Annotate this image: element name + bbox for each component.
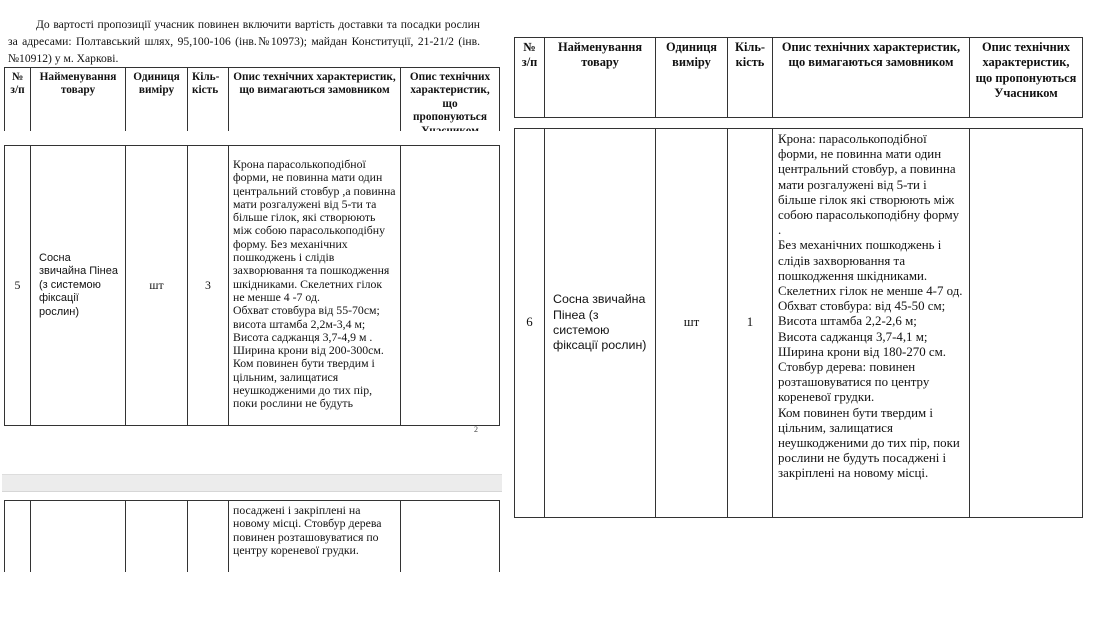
row-proposed [970, 129, 1083, 518]
row-qty: 3 [188, 146, 229, 426]
cont-name [31, 501, 126, 573]
cont-qty [188, 501, 229, 573]
row-num: 5 [5, 146, 31, 426]
header-num: № з/п [5, 68, 31, 141]
header-proposed: Опис технічних характеристик, що пропонуються [401, 68, 500, 141]
intro-text: До вартості пропозиції учасник повинен включити вартість доставки та посадки рослин за адресами: Полтавський шлях, 95,100-106 (інв.№10973); майдан Конституції, 21-21/2 (інв.№10912) у м. Харкові. [8, 18, 480, 65]
row-description [229, 146, 401, 426]
left-table-header [4, 67, 500, 141]
header-name: Найменування товару [31, 68, 126, 141]
row-description-text: Крона парасолькоподібної форми, не повинна мати один центральний стовбур ,а повинна мати розгалужені від 5-ти та більше гілок, які створюють між собою парасолькоподібну форму. Без механічних пошкоджень і слідів захворювання та пошкодження шкідниками. Скелетних гілок не менше 4 -7 од. Обхват стовбура від 55-70см; висота штамба 2,2м-3,4 м; Висота саджанця 3,7-4,9 м . Ширина крони від 200-300см. Ком повинен бути твердим і цільним, залищатися неушкодженими до тих пір, поки рослини не будуть [233, 157, 396, 411]
row-proposed [401, 146, 500, 426]
page-break-bar [2, 474, 502, 492]
left-table-continuation [4, 500, 500, 572]
header-num: № з/п [515, 38, 545, 118]
row-qty: 1 [728, 129, 773, 518]
cont-proposed [401, 501, 500, 573]
page-number: 2 [474, 425, 478, 434]
intro-paragraph [8, 16, 480, 67]
header-unit: Одиниця виміру [126, 68, 188, 141]
header-qty: Кіль-кість [728, 38, 773, 118]
row-description [773, 129, 970, 518]
row-unit: шт [656, 129, 728, 518]
header-unit: Одиниця виміру [656, 38, 728, 118]
header-required: Опис технічних характеристик, що вимагаються замовником [229, 68, 401, 141]
left-table-row [4, 145, 500, 426]
header-proposed: Опис технічних характеристик, що пропонуються Учасником [970, 38, 1083, 118]
right-table-row [514, 128, 1083, 518]
header-qty: Кіль-кість [188, 68, 229, 141]
cont-num [5, 501, 31, 573]
cont-unit [126, 501, 188, 573]
row-name: Сосна звичайна Пінеа (з системою фіксації рослин) [31, 146, 126, 426]
row-num: 6 [515, 129, 545, 518]
row-description-text: Крона: парасолькоподібної форми, не повинна мати один центральний стовбур, а повинна мати розгалужені від 5-ти і більше гілок які створюють між собою парасолькоподібну форму . Без механічних пошкоджень і слідів захворювання та пошкодження шкідниками. Скелетних гілок не менше 4-7 од. Обхват стовбура: від 45-50 см; Висота штамба 2,2-2,6 м; Висота саджанця 3,7-4,1 м; Ширина крони від 180-270 см. Стовбур дерева: повинен розташовуватися по центру кореневої грудки. Ком повинен бути твердим і цільним, залищатися неушкодженими до тих пір, поки рослини не будуть посаджені і закріплені на новому місці. [778, 132, 963, 481]
header-name: Найменування товару [545, 38, 656, 118]
right-table-header [514, 37, 1083, 118]
cont-description: посаджені і закріплені на новому місці. Стовбур дерева повинен розташовуватися по центру кореневої грудки. [229, 501, 401, 573]
header-required: Опис технічних характеристик, що вимагаються замовником [773, 38, 970, 118]
row-name: Сосна звичайна Пінеа (з системою фіксації рослин) [545, 129, 656, 518]
page-cut-gap [3, 131, 500, 143]
row-unit: шт [126, 146, 188, 426]
